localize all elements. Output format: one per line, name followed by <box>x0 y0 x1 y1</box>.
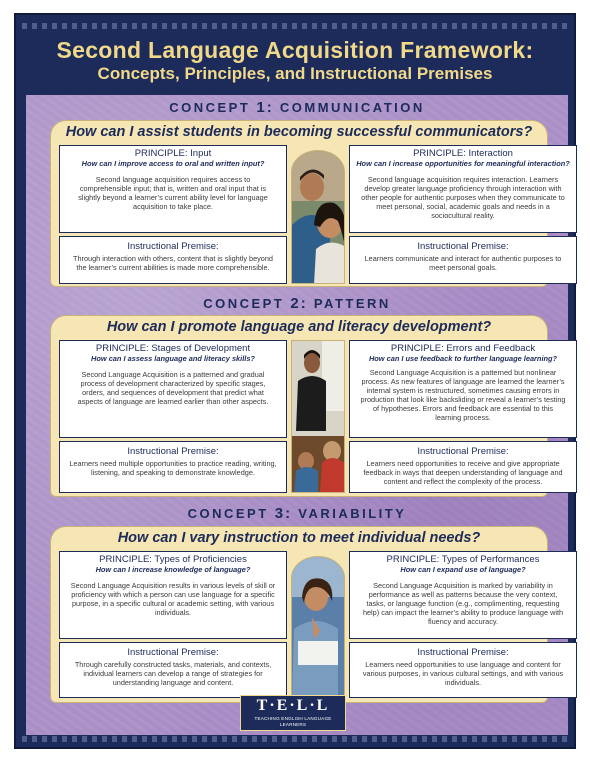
page-header <box>16 37 574 85</box>
principle-question: How can I expand use of language? <box>400 565 526 574</box>
principle-question: How can I assess language and literacy skills? <box>91 354 255 363</box>
premise-heading: Instructional Premise: <box>417 446 509 457</box>
principle-stages-box <box>59 340 287 438</box>
principle-text: Second language acquisition requires interaction. Learners develop greater language proficiency through interaction with other people for authentic purposes when they communicate to meet personal, social, academic goals and needs in a sociocultural reality. <box>361 175 565 220</box>
premise-heading: Instructional Premise: <box>127 241 219 252</box>
principle-question: How can I increase opportunities for meaningful interaction? <box>356 159 570 168</box>
concept-2-frame <box>50 337 566 497</box>
principle-proficiencies-box <box>59 551 287 639</box>
premise-text: Learners communicate and interact for authentic purposes to meet personal goals. <box>364 254 562 272</box>
concept-3-frame <box>50 548 564 703</box>
principle-title: PRINCIPLE: Stages of Development <box>95 343 251 354</box>
principle-question: How can I increase knowledge of language? <box>95 565 251 574</box>
tell-logo <box>240 695 346 731</box>
concept-1-frame <box>50 142 570 287</box>
premise-text: Through carefully constructed tasks, materials, and contexts, individual learners can develop a range of strategies for understanding language and content. <box>74 660 272 687</box>
students-photo <box>291 150 345 284</box>
page-subtitle: Concepts, Principles, and Instructional Premises <box>97 64 493 83</box>
principle-title: PRINCIPLE: Input <box>134 148 212 159</box>
premise-heading: Instructional Premise: <box>127 647 219 658</box>
principle-title: PRINCIPLE: Interaction <box>413 148 513 159</box>
principle-text: Second Language Acquisition results in various levels of skill or proficiency with which a person can use language for a specific purpose, in a specific cultural or academic setting, with various individuals. <box>70 581 276 617</box>
premise-proficiencies-box <box>59 642 287 698</box>
top-dash-border <box>22 23 568 29</box>
principle-performances-box <box>349 551 577 639</box>
poster <box>14 13 576 749</box>
principle-input-box <box>59 145 287 233</box>
principle-text: Second Language Acquisition is a patterned and gradual process of development characterized by specific stages, orders, and sequences of development that predict what aspects of language are learned earlier than other aspects. <box>77 370 269 406</box>
page-title: Second Language Acquisition Framework: <box>56 37 534 63</box>
premise-heading: Instructional Premise: <box>127 446 219 457</box>
principle-title: PRINCIPLE: Types of Performances <box>386 554 540 565</box>
concept-1-question: How can I assist students in becoming successful communicators? <box>50 120 548 142</box>
premise-performances-box <box>349 642 577 698</box>
principle-title: PRINCIPLE: Types of Proficiencies <box>99 554 247 565</box>
premise-text: Through interaction with others, content that is slightly beyond the learner’s current abilities is made more comprehensible. <box>73 254 273 272</box>
concept-3-heading: CONCEPT 3: VARIABILITY <box>187 505 407 522</box>
premise-input-box <box>59 236 287 284</box>
premise-stages-box <box>59 441 287 493</box>
concept-1-heading: CONCEPT 1: COMMUNICATION <box>169 99 425 116</box>
principle-errors-box <box>349 340 577 438</box>
principle-question: How can I use feedback to further language learning? <box>368 354 558 363</box>
concept-3-question: How can I vary instruction to meet individual needs? <box>50 526 548 548</box>
premise-errors-box <box>349 441 577 493</box>
logo-mark: T·E·L·L <box>256 697 330 714</box>
content-background <box>26 95 568 735</box>
principle-text: Second Language Acquisition is marked by variability in performance as well as patterns because the very context, tasks, or language function (e.g., complimenting, requesting help) can impact the learner’s ability to produce language with fluency and accuracy. <box>362 581 564 626</box>
premise-text: Learners need multiple opportunities to practice reading, writing, listening, and speaking to demonstrate knowledge. <box>69 459 277 477</box>
logo-tagline: TEACHING ENGLISH LANGUAGE LEARNERS <box>254 716 332 727</box>
principle-title: PRINCIPLE: Errors and Feedback <box>390 343 536 354</box>
bottom-dash-border <box>22 736 568 742</box>
premise-text: Learners need opportunities to receive and give appropriate feedback in ways that deepen understanding of language and content and reflect the complexity of the process. <box>363 459 563 486</box>
principle-text: Second Language Acquisition is a patterned but nonlinear process. As new features of language are learned the learner’s internal system is restructured, sometimes causing errors in production that look like backsliding or reveal a learner’s testing of hypotheses. Errors and feedback are essential to this learning process. <box>360 368 566 422</box>
concept-2-heading: CONCEPT 2: PATTERN <box>203 295 391 312</box>
principle-question: How can I improve access to oral and written input? <box>81 159 265 168</box>
premise-heading: Instructional Premise: <box>417 241 509 252</box>
classroom-photo <box>291 340 345 493</box>
principle-interaction-box <box>349 145 577 233</box>
premise-heading: Instructional Premise: <box>417 647 509 658</box>
premise-interaction-box <box>349 236 577 284</box>
principle-text: Second language acquisition requires access to comprehensible input; that is, written and oral input that is slightly beyond a learner’s current ability level for language acquisition to take place. <box>78 175 268 211</box>
concept-2-question: How can I promote language and literacy development? <box>50 315 548 337</box>
student-reading-photo <box>291 556 345 698</box>
premise-text: Learners need opportunities to use language and content for various purposes, in various cultural settings, and with various individuals. <box>362 660 564 687</box>
